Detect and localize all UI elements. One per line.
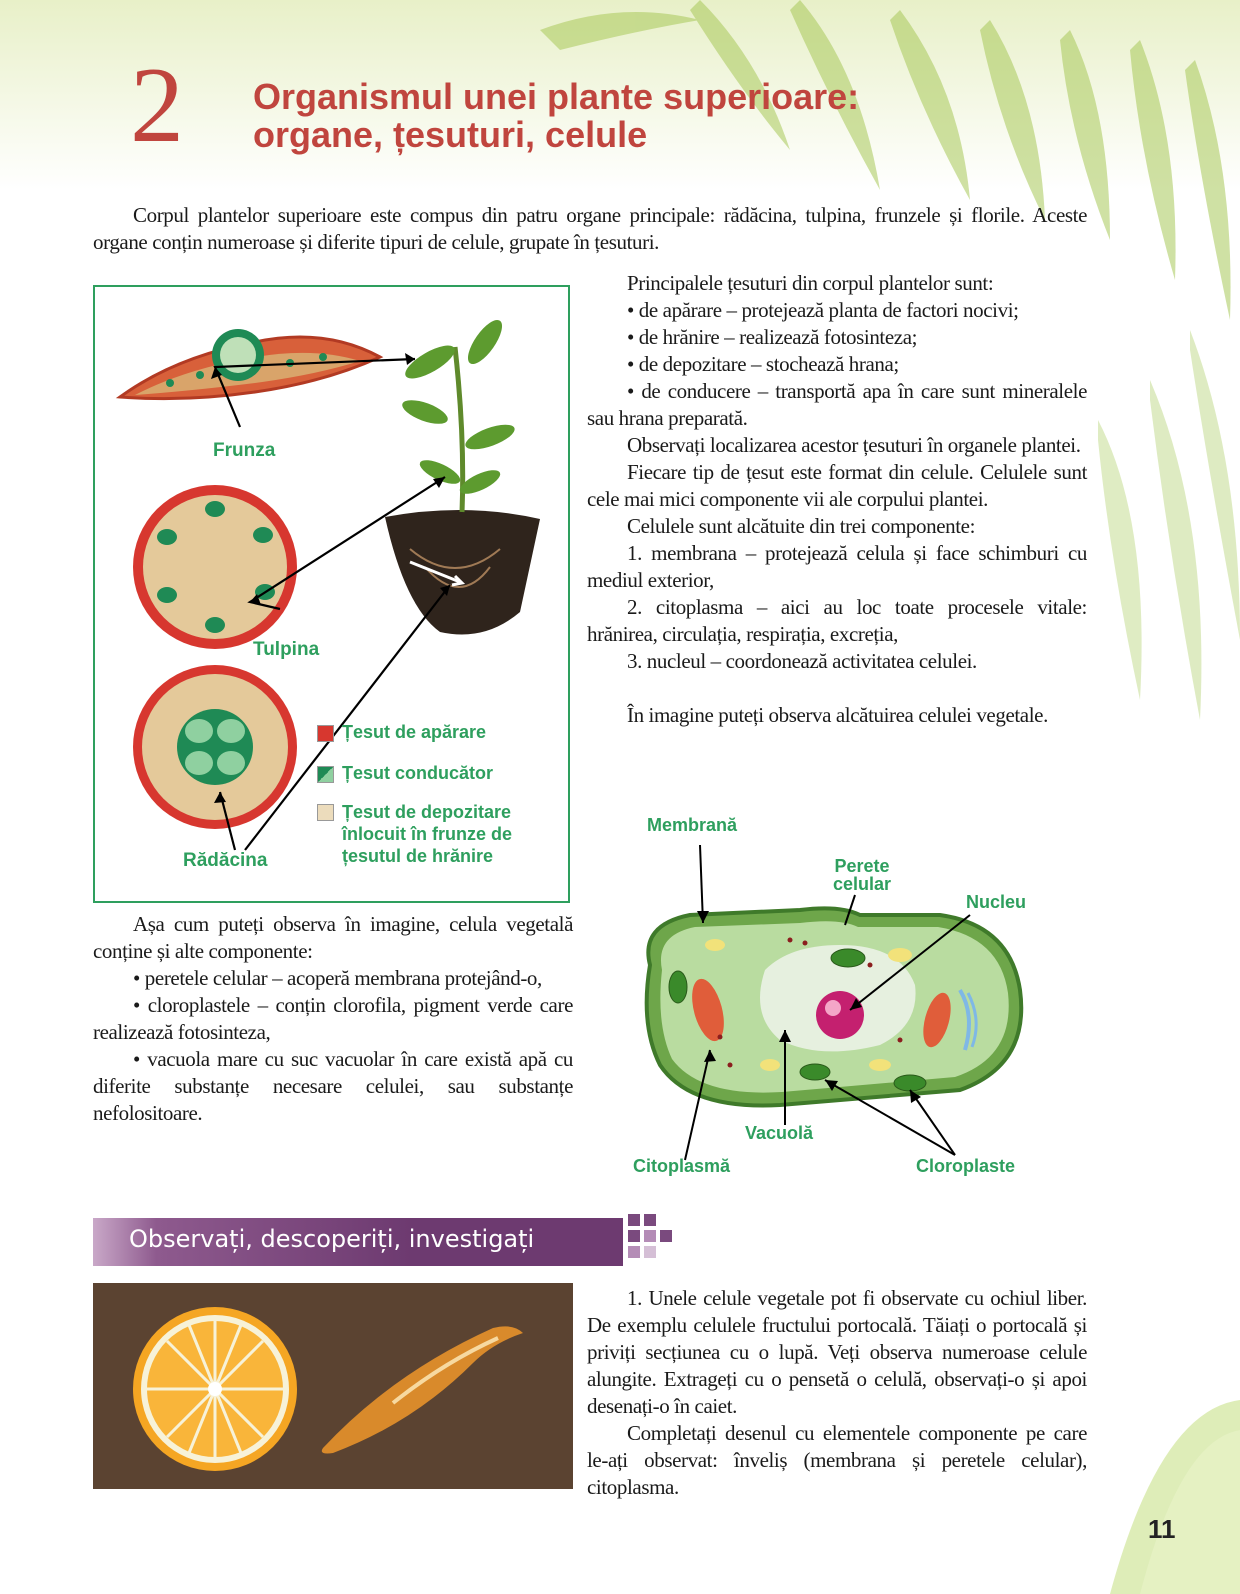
chapter-title-line-2: organe, țesuturi, celule (253, 114, 648, 155)
label-stem: Tulpina (253, 639, 320, 660)
label-vacuole: Vacuolă (745, 1123, 814, 1143)
right-paragraph: • de apărare – protejează planta de factori nocivi; (627, 298, 1019, 322)
right-paragraph: 2. citoplasma – aici au loc toate procesele vitale: hrănirea, circulația, respirația, excreția, (587, 595, 1087, 646)
legend-storage (317, 801, 542, 867)
page-number: 11 (1148, 1514, 1176, 1544)
investigation-text (587, 1285, 1087, 1501)
legend-conductive-text: Țesut conducător (342, 763, 494, 783)
left-paragraph: • cloroplastele – conțin clorofila, pigment verde care realizează fotosinteza, (93, 993, 573, 1044)
cell-components-text (93, 911, 573, 1127)
left-paragraph: • vacuola mare cu suc vacuolar în care există apă cu diferite substanțe necesare celulei, sau substanțe nefolositoare. (93, 1047, 573, 1125)
investigation-paragraph: 1. Unele celule vegetale pot fi observate cu ochiul liber. De exemplu celulele fructului portocală. Tăiați o portocală și priviți secțiunea cu o lupă. Veți observa numeroase celule alungite. Extrageți cu o pensetă o celulă, observați-o și apoi desenați-o în caiet. (587, 1286, 1087, 1418)
section-banner-title: Observați, descoperiți, investigați (129, 1225, 535, 1253)
left-paragraph: • peretele celular – acoperă membrana protejând-o, (133, 966, 542, 990)
label-leaf: Frunza (213, 440, 276, 461)
plant-tissues-figure (93, 285, 570, 903)
banner-squares-decoration (628, 1214, 678, 1270)
right-paragraph: 3. nucleul – coordonează activitatea celulei. (627, 649, 977, 673)
right-paragraph: Observați localizarea acestor țesuturi în organele plantei. (627, 433, 1081, 457)
right-paragraph: • de hrănire – realizează fotosinteza; (627, 325, 918, 349)
plant-cell-figure (600, 815, 1070, 1195)
right-paragraph: Celulele sunt alcătuite din trei componente: (627, 514, 976, 538)
section-banner (93, 1218, 623, 1266)
left-paragraph: Așa cum puteți observa în imagine, celula vegetală conține și alte componente: (93, 912, 573, 963)
orange-cells-photo (93, 1283, 573, 1489)
legend-protective-text: Țesut de apărare (342, 722, 487, 742)
tissues-text (587, 270, 1087, 729)
right-paragraph: • de depozitare – stochează hrana; (627, 352, 899, 376)
intro-paragraph (93, 202, 1087, 256)
legend-swatch-conductive (317, 766, 334, 783)
intro-text: Corpul plantelor superioare este compus din patru organe principale: rădăcina, tulpina, frunzele și florile. Aceste organe conțin numeroase și diferite tipuri de celule, grupate în țesuturi. (93, 203, 1087, 254)
orange-illustration (93, 1283, 573, 1489)
label-nucleus: Nucleu (966, 892, 1027, 912)
label-membrane: Membrană (647, 815, 738, 835)
label-root: Rădăcina (183, 850, 268, 871)
legend-swatch-storage (317, 804, 334, 821)
right-paragraph: • de conducere – transportă apa în care sunt mineralele sau hrana preparată. (587, 379, 1087, 430)
right-paragraph: În imagine puteți observa alcătuirea celulei vegetale. (627, 703, 1048, 727)
chapter-number: 2 (130, 46, 184, 165)
label-chloroplasts: Cloroplaste (916, 1156, 1016, 1176)
label-cytoplasm: Citoplasmă (633, 1156, 731, 1176)
investigation-paragraph: Completați desenul cu elementele componente pe care le-ați observat: înveliș (membrana și peretele celular), citoplasma. (587, 1421, 1087, 1499)
label-cell-wall: Perete celular (832, 856, 892, 894)
legend-protective (317, 722, 486, 743)
right-paragraph: Fiecare tip de țesut este format din celule. Celulele sunt cele mai mici componente vii ale corpului plantei. (587, 460, 1087, 511)
legend-storage-text: Țesut de depozitare înlocuit în frunze de țesutul de hrănire (342, 802, 512, 866)
chapter-title (253, 78, 859, 154)
right-paragraph: 1. membrana – protejează celula și face schimburi cu mediul exterior, (587, 541, 1087, 592)
legend-conductive (317, 763, 493, 784)
legend-swatch-protective (317, 725, 334, 742)
chapter-title-line-1: Organismul unei plante superioare: (253, 76, 860, 117)
right-paragraph: Principalele țesuturi din corpul plantelor sunt: (627, 271, 994, 295)
